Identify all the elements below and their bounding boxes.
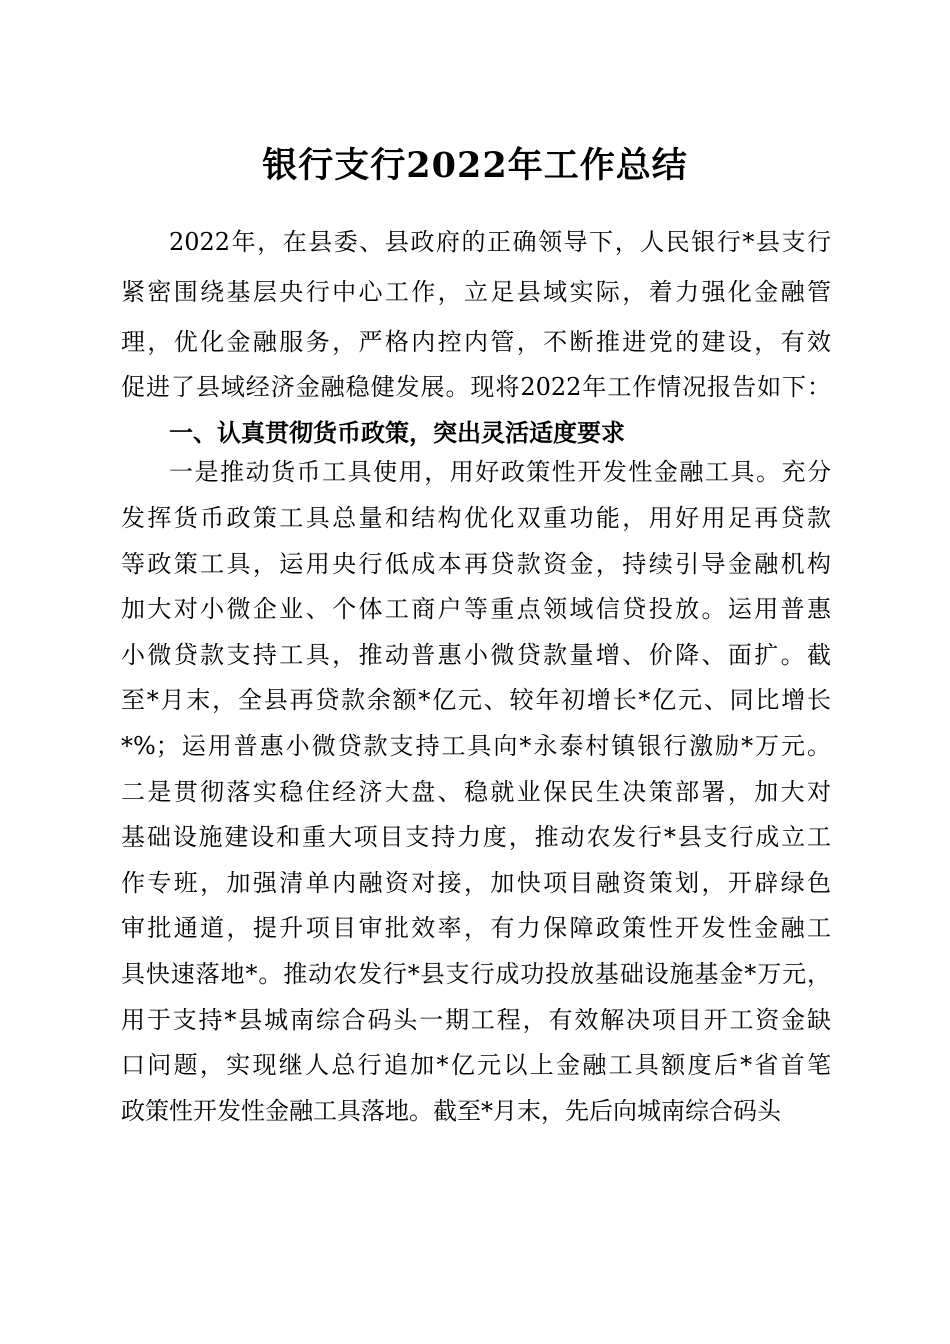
paragraph-line: 等政策工具，运用央行低成本再贷款资金，持续引导金融机构 (121, 550, 831, 578)
section-heading: 一、认真贯彻货币政策，突出灵活适度要求 (169, 418, 625, 447)
paragraph-line: 促进了县域经济金融稳健发展。现将2022年工作情况报告如下： (121, 373, 831, 401)
paragraph-line: 口问题，实现继人总行追加*亿元以上金融工具额度后*省首笔 (121, 1051, 831, 1079)
paragraph-line: 用于支持*县城南综合码头一期工程，有效解决项目开工资金缺 (121, 1006, 831, 1034)
document-title: 银行支行2022年工作总结 (262, 145, 688, 186)
paragraph-line: 至*月末，全县再贷款余额*亿元、较年初增长*亿元、同比增长 (121, 686, 831, 714)
paragraph-line: 政策性开发性金融工具落地。截至*月末，先后向城南综合码头 (121, 1097, 781, 1125)
paragraph-line: 审批通道，提升项目审批效率，有力保障政策性开发性金融工 (121, 914, 831, 942)
paragraph-line: 具快速落地*。推动农发行*县支行成功投放基础设施基金*万元， (121, 960, 831, 988)
paragraph-line: 基础设施建设和重大项目支持力度，推动农发行*县支行成立工 (121, 823, 831, 851)
paragraph-line: 一是推动货币工具使用，用好政策性开发性金融工具。充分 (169, 458, 831, 486)
paragraph-line: 加大对小微企业、个体工商户等重点领域信贷投放。运用普惠 (121, 595, 831, 623)
paragraph-line: 发挥货币政策工具总量和结构优化双重功能，用好用足再贷款 (121, 504, 831, 532)
paragraph-line: *%；运用普惠小微贷款支持工具向*永泰村镇银行激励*万元。 (121, 732, 831, 760)
paragraph-line: 2022年，在县委、县政府的正确领导下，人民银行*县支行 (169, 228, 831, 256)
paragraph-line: 作专班，加强清单内融资对接，加快项目融资策划，开辟绿色 (121, 869, 831, 897)
paragraph-line: 小微贷款支持工具，推动普惠小微贷款量增、价降、面扩。截 (121, 641, 831, 669)
paragraph-line: 紧密围绕基层央行中心工作，立足县域实际，着力强化金融管 (121, 278, 831, 306)
paragraph-line: 二是贯彻落实稳住经济大盘、稳就业保民生决策部署，加大对 (121, 778, 831, 806)
paragraph-line: 理，优化金融服务，严格内控内管，不断推进党的建设，有效 (121, 328, 831, 356)
